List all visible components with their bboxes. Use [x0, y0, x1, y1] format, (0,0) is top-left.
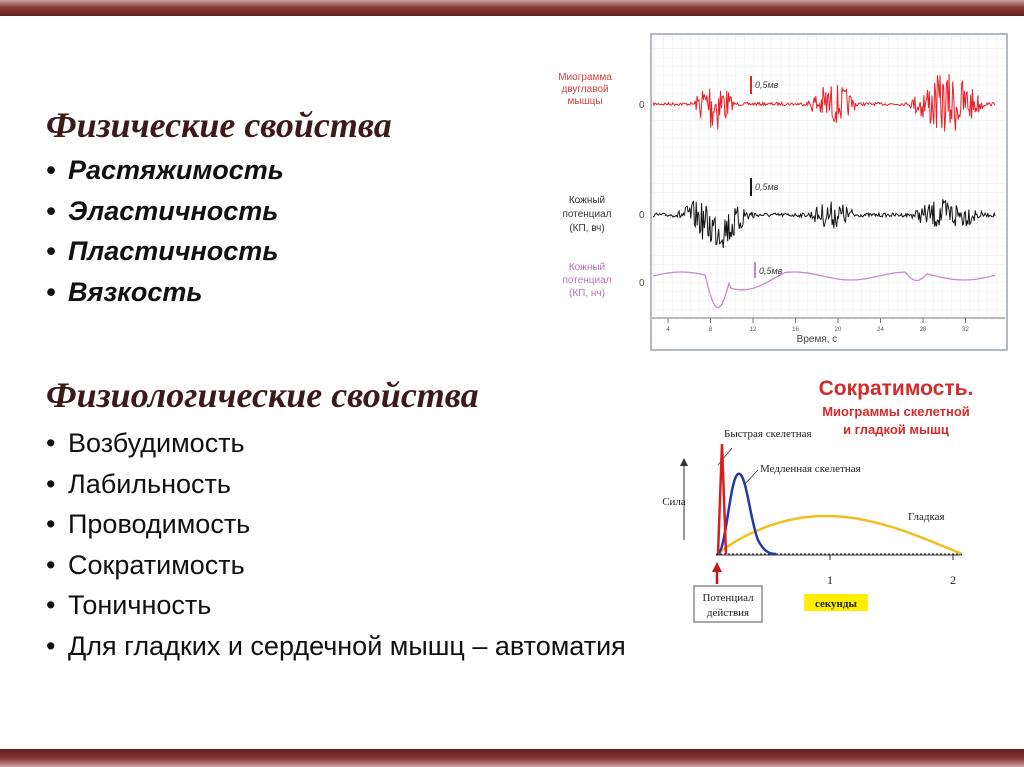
scale-label-skin-lf: 0,5мв — [759, 266, 783, 276]
physical-property-item-text: Растяжимость — [68, 155, 284, 185]
force-axis-arrowhead — [680, 458, 688, 466]
bullet-marker: • — [46, 428, 56, 458]
myogram-x-tick-label: 8 — [708, 327, 713, 333]
seconds-label: секунды — [814, 598, 858, 610]
bullet-marker: • — [46, 630, 56, 661]
physiological-property-item — [46, 585, 626, 626]
physiological-property-item-text: Лабильность — [68, 468, 231, 499]
slow-skeletal-label: Медленная скелетная — [760, 463, 861, 475]
bottom-decorative-bar — [0, 749, 1024, 767]
physical-properties-heading: Физические свойства — [46, 105, 392, 145]
fast-skeletal-curve — [718, 444, 726, 554]
physical-property-item-text: Вязкость — [68, 276, 203, 307]
bullet-marker: • — [46, 195, 56, 226]
top-decorative-bar — [0, 0, 1024, 16]
bullet-marker: • — [46, 549, 56, 580]
contraction-figure — [650, 370, 1012, 626]
bullet-marker: • — [46, 236, 56, 266]
scale-label-biceps: 0,5мв — [755, 80, 779, 90]
skin-hf-label-line-2: потенциал — [562, 209, 612, 220]
physiological-property-item — [46, 626, 626, 667]
skin-lf-label-line-1: Кожный — [568, 262, 606, 273]
biceps-label-line-2: двуглавой — [561, 84, 609, 95]
contraction-x-tick-label: 1 — [827, 573, 833, 587]
myogram-x-tick-label: 16 — [792, 327, 799, 333]
physical-properties-list — [46, 150, 284, 312]
skin-lf-label-line-2: потенциал — [562, 275, 612, 286]
myogram-x-axis-label: Время, с — [796, 334, 838, 345]
myogram-x-tick-label: 4 — [666, 327, 670, 333]
physiological-property-item-text: Для гладких и сердечной мышц – автоматия — [68, 630, 626, 661]
physiological-property-item-text: Проводимость — [68, 509, 251, 539]
biceps-label-line-1: Миограмма — [558, 72, 612, 83]
myogram-x-tick-label: 20 — [834, 327, 842, 333]
zero-label-skin-hf: 0 — [639, 210, 645, 221]
slow-label-pointer — [744, 470, 758, 485]
bullet-marker: • — [46, 468, 56, 499]
physiological-property-item-text: Тоничность — [68, 590, 212, 620]
biceps-label-line-3: мышцы — [567, 96, 603, 107]
zero-label-biceps: 0 — [639, 100, 645, 111]
bullet-marker: • — [46, 590, 56, 620]
stimulus-label-line-2: действия — [706, 607, 750, 619]
contraction-subtitle-line-1: Миограммы скелетной — [822, 404, 970, 419]
contraction-title: Сократимость. — [818, 377, 974, 400]
force-axis-label: Сила — [662, 496, 686, 508]
physiological-properties-heading: Физиологические свойства — [46, 375, 479, 415]
physical-property-item-text: Эластичность — [68, 195, 279, 226]
scale-label-skin-hf: 0,5мв — [755, 182, 779, 192]
skin-hf-label-line-3: (КП, вч) — [569, 223, 605, 234]
skin-hf-label-line-1: Кожный — [568, 195, 606, 206]
physical-property-item — [46, 272, 284, 313]
myogram-x-tick-label: 24 — [877, 327, 884, 333]
physiological-properties-list — [46, 423, 626, 666]
physiological-property-item-text: Сократимость — [68, 549, 245, 580]
smooth-muscle-label: Гладкая — [908, 511, 945, 523]
myogram-figure — [555, 30, 1010, 352]
zero-label-skin-lf: 0 — [639, 278, 645, 289]
skin-lf-label-line-3: (КП, нч) — [569, 288, 605, 299]
myogram-x-tick-label: 28 — [919, 327, 927, 333]
bullet-marker: • — [46, 155, 56, 185]
bullet-marker: • — [46, 276, 56, 307]
physiological-property-item — [46, 423, 626, 464]
physiological-property-item — [46, 545, 626, 586]
stimulus-arrowhead — [712, 562, 722, 572]
stimulus-label-line-1: Потенциал — [702, 592, 754, 604]
contraction-x-tick-label: 2 — [950, 573, 956, 587]
physiological-property-item — [46, 504, 626, 545]
fast-skeletal-label: Быстрая скелетная — [724, 428, 812, 440]
contraction-x-ticks — [827, 555, 956, 587]
myogram-x-tick-label: 12 — [749, 327, 757, 333]
contraction-subtitle-line-2: и гладкой мышц — [843, 422, 949, 437]
bullet-marker: • — [46, 509, 56, 539]
physiological-property-item-text: Возбудимость — [68, 428, 245, 458]
physical-property-item — [46, 191, 284, 232]
myogram-x-tick-label: 32 — [962, 327, 969, 333]
physical-property-item-text: Пластичность — [68, 236, 279, 266]
physical-property-item — [46, 231, 284, 272]
physical-property-item — [46, 150, 284, 191]
physiological-property-item — [46, 464, 626, 505]
